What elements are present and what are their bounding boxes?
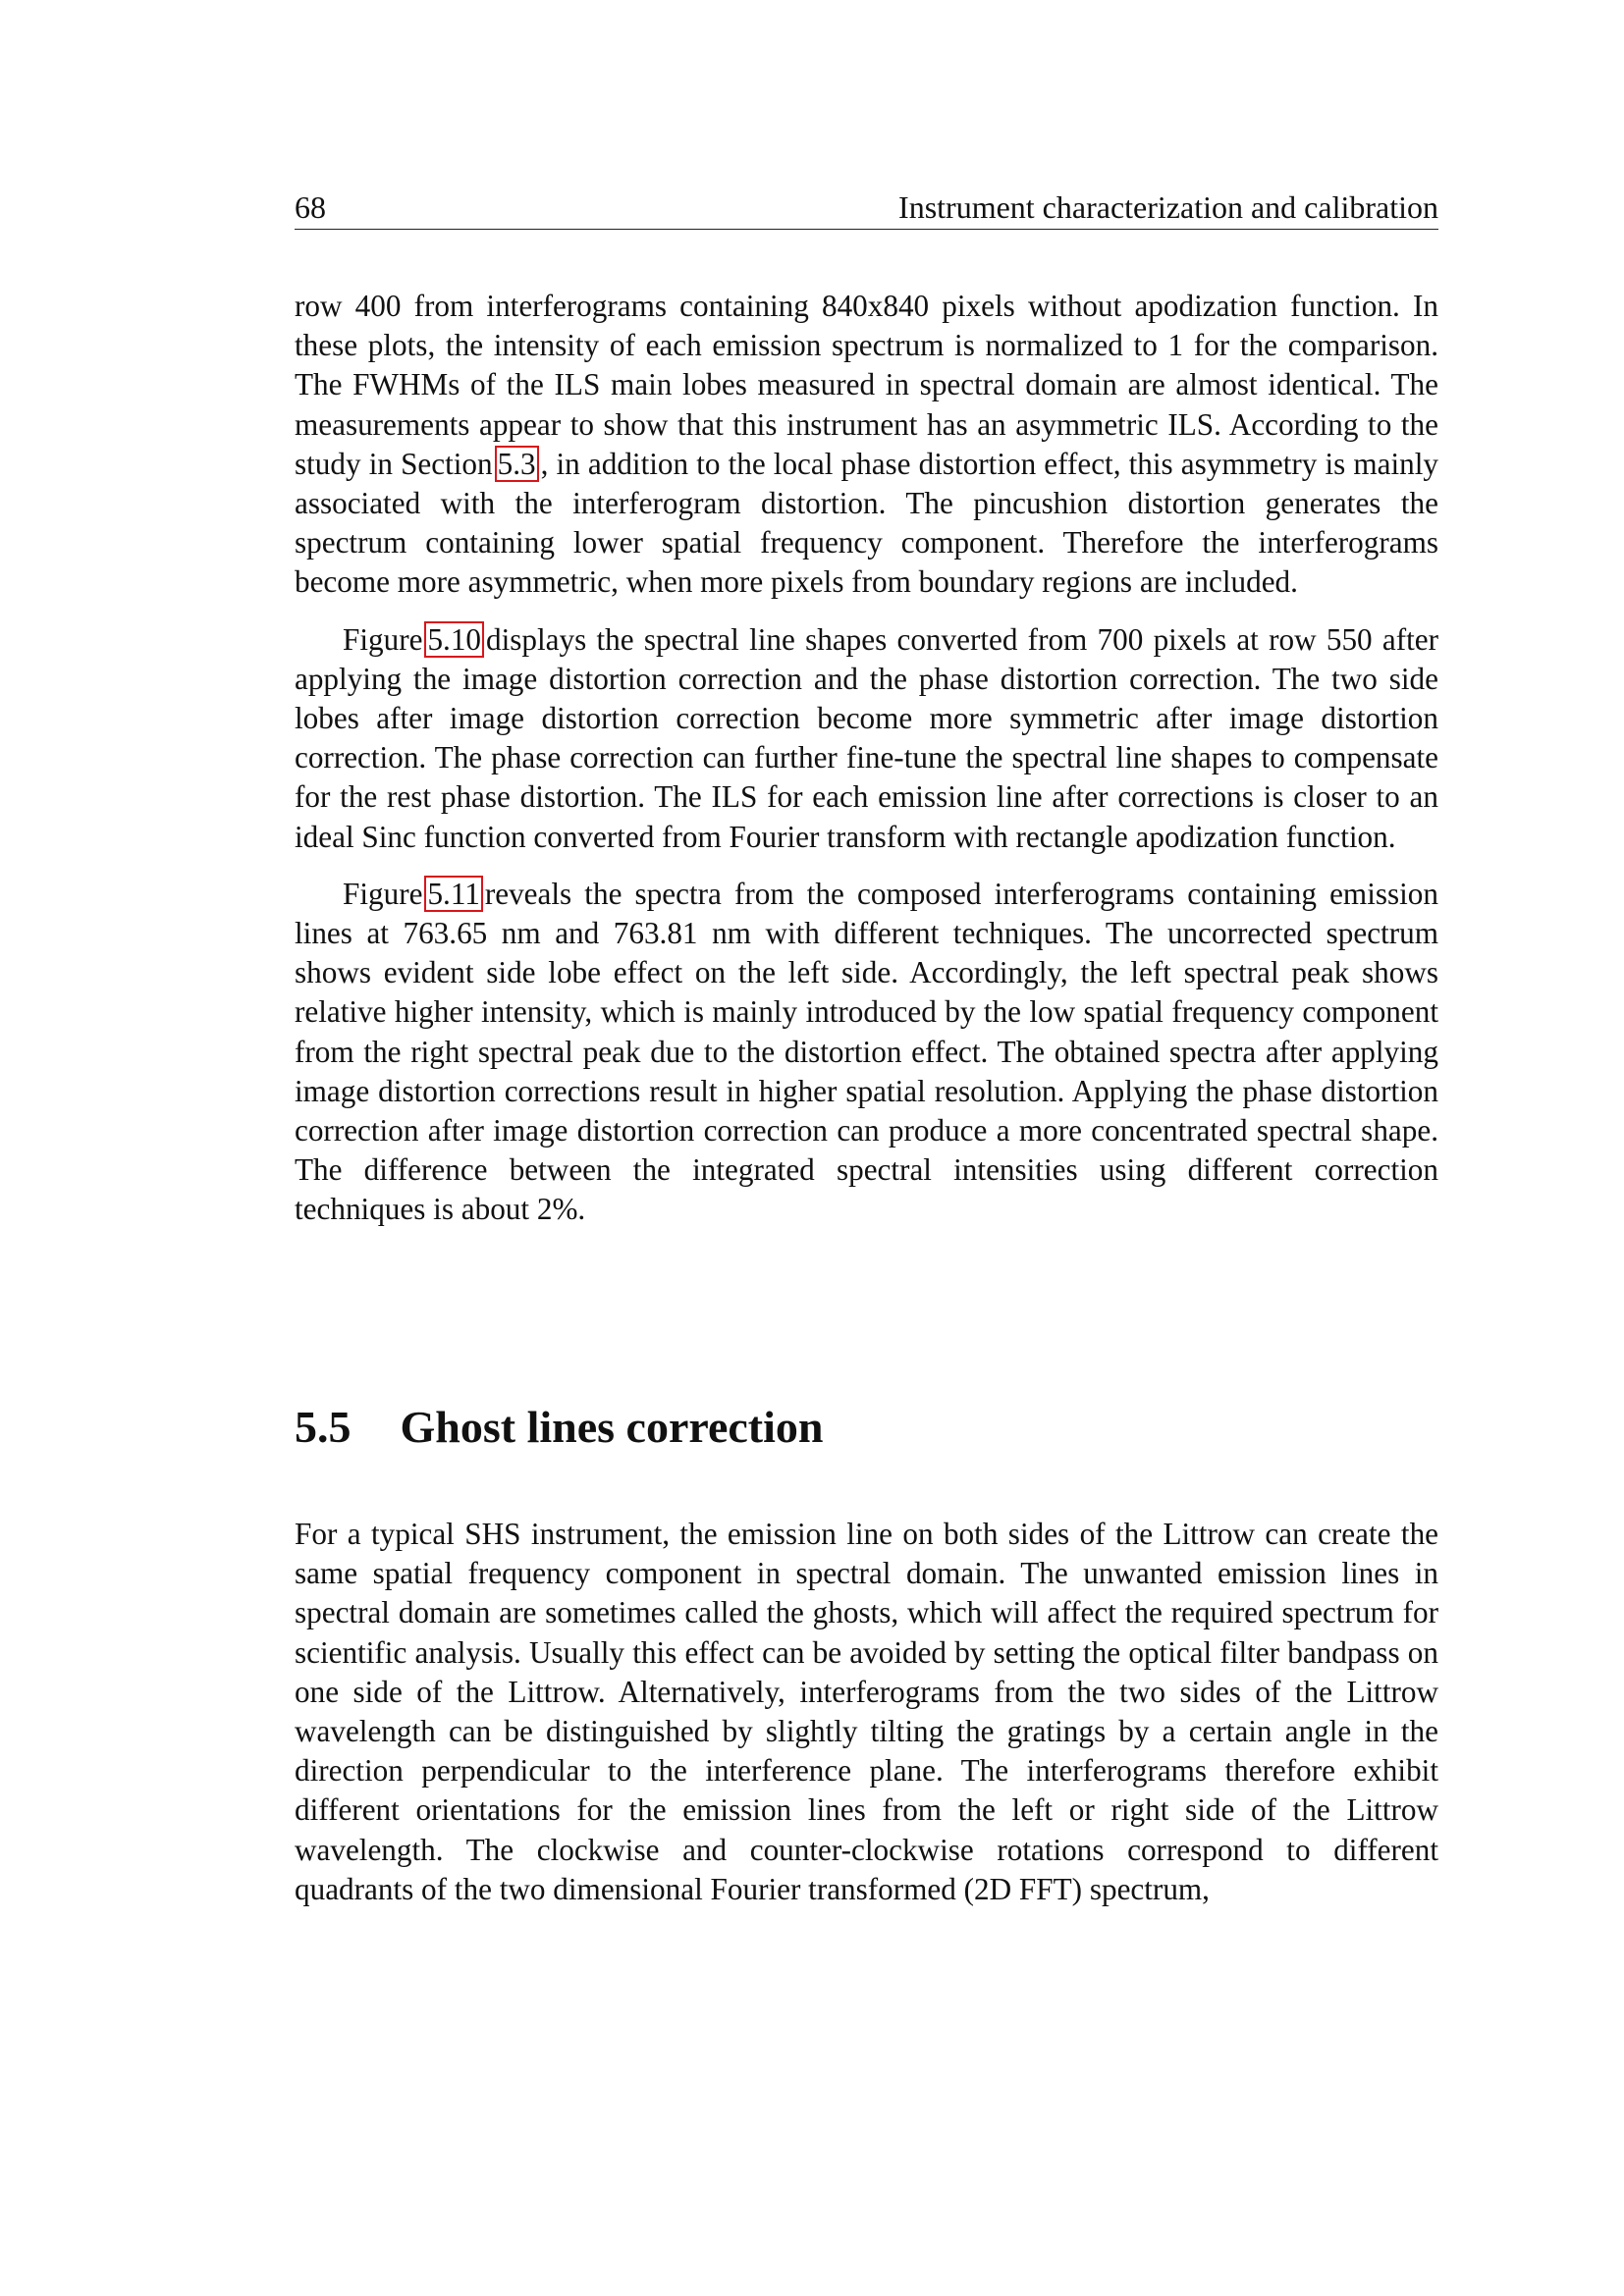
paragraph-text: row 400 from interferograms containing 840x840 pixels without apodization function. In these plots, the intensity of each emission spectrum is normalized to 1 for the comparison. The FWHMs of the ILS main lobes measured in spectral domain are almost identical. The measurements appear to show that this instrument has an asymmetric ILS. According to the study in Section — [295, 289, 1438, 481]
paragraph-text: reveals the spectra from the composed interferograms containing emission lines at 763.65 nm and 763.81 nm with different techniques. The uncorrected spectrum shows evident side lobe effect on the left side. Accordingly, the left spectral peak shows relative higher intensity, which is mainly introduced by the low spatial frequency component from the right spectral peak due to the distortion effect. The obtained spectra after applying image distortion corrections result in higher spatial resolution. Applying the phase distortion correction after image distortion correction can produce a more concentrated spectral shape. The difference between the integrated spectral intensities using different correction techniques is about 2%. — [295, 876, 1438, 1227]
section-number: 5.5 — [295, 1402, 352, 1452]
paragraph-text: displays the spectral line shapes converted from 700 pixels at row 550 after applying the image distortion correction and the phase distortion correction. The two side lobes after image distortion correction become more symmetric after image distortion correction. The phase correction can further fine-tune the spectral line shapes to compensate for the rest phase distortion. The ILS for each emission line after corrections is closer to an ideal Sinc function converted from Fourier transform with rectangle apodization function. — [295, 621, 1438, 854]
paragraph — [295, 620, 1438, 857]
paragraph — [295, 287, 1438, 603]
section-heading — [295, 1402, 823, 1453]
cross-reference-link[interactable]: 5.3 — [495, 446, 539, 482]
paragraph-text: Figure — [343, 876, 423, 911]
body-text-before-section — [295, 287, 1438, 1230]
cross-reference-link[interactable]: 5.11 — [424, 876, 482, 912]
section-body-text — [295, 1515, 1438, 1909]
cross-reference-link[interactable]: 5.10 — [424, 621, 484, 658]
paragraph-text: For a typical SHS instrument, the emission line on both sides of the Littrow can create the same spatial frequency component in spectral domain. The unwanted emission lines in spectral domain are sometimes called the ghosts, which will affect the required spectrum for scientific analysis. Usually this effect can be avoided by setting the optical filter bandpass on one side of the Littrow. Alternatively, interferograms from the two sides of the Littrow wavelength can be distinguished by slightly tilting the gratings by a certain angle in the direction perpendicular to the interference plane. The interferograms therefore exhibit different orientations for the emission lines from the left or right side of the Littrow wavelength. The clockwise and counter-clockwise rotations correspond to different quadrants of the two dimensional Fourier transformed (2D FFT) spectrum, — [295, 1517, 1438, 1906]
running-header — [295, 187, 1438, 230]
paragraph-text: , in addition to the local phase distortion effect, this asymmetry is mainly associated with the interferogram distortion. The pincushion distortion generates the spectrum containing lower spatial frequency component. Therefore the interferograms become more asymmetric, when more pixels from boundary regions are included. — [295, 446, 1439, 600]
paragraph-text: Figure — [343, 621, 423, 657]
paragraph — [295, 1515, 1438, 1909]
paragraph — [295, 875, 1438, 1230]
chapter-title: Instrument characterization and calibration — [898, 189, 1438, 225]
page-number: 68 — [295, 189, 326, 225]
section-title: Ghost lines correction — [400, 1402, 824, 1452]
